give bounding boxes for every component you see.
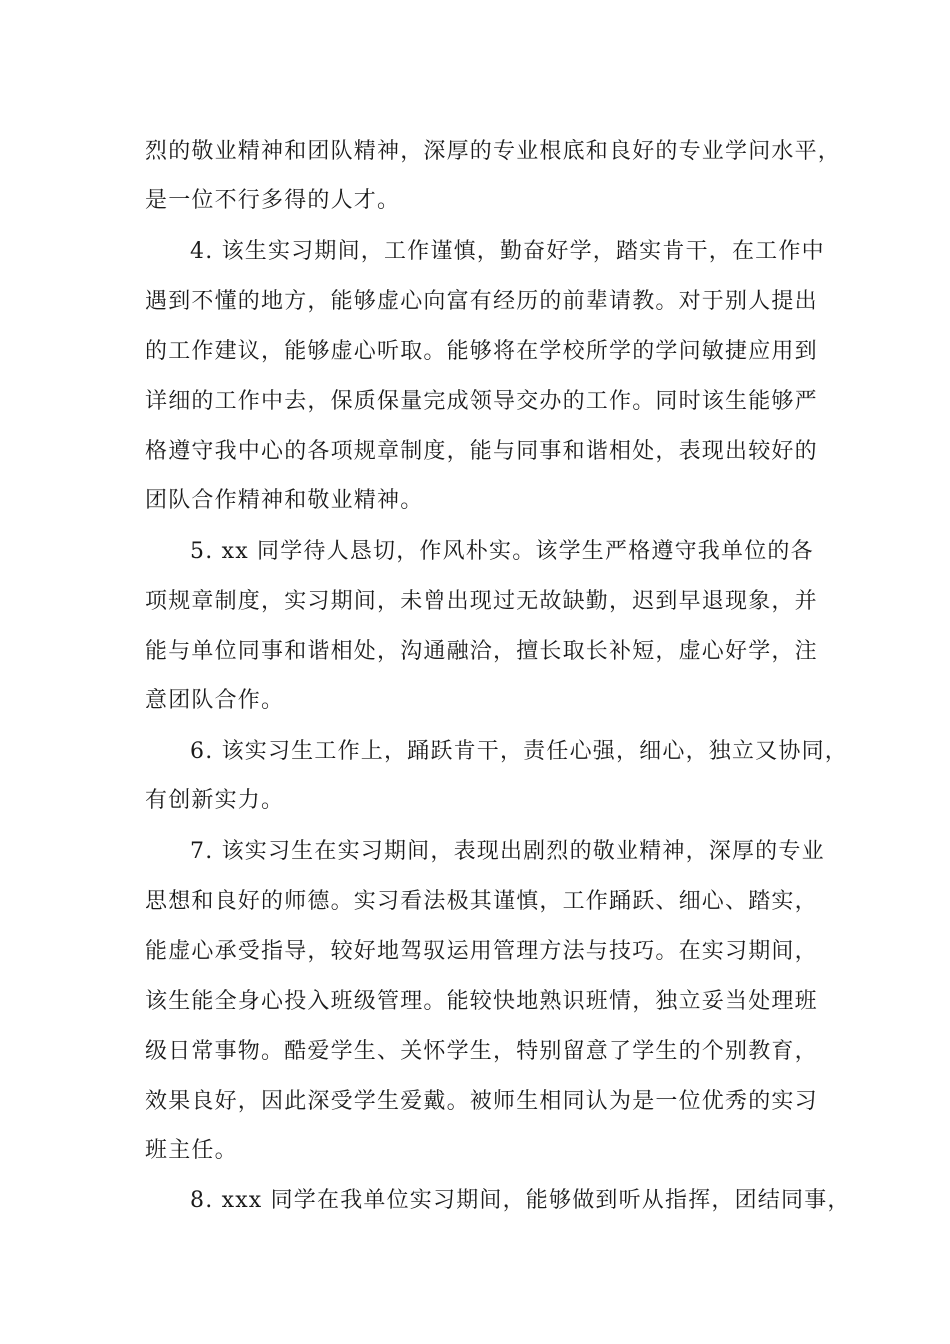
paragraph-8-first-line: 8. xxx 同学在我单位实习期间，能够做到听从指挥，团结同事， xyxy=(190,1188,851,1213)
text-line: 项规章制度，实习期间，未曾出现过无故缺勤，迟到早退现象，并 xyxy=(145,589,818,614)
text-line: 意团队合作。 xyxy=(145,688,285,713)
text-line: 能虚心承受指导，较好地驾驭运用管理方法与技巧。在实习期间， xyxy=(145,939,818,964)
text-line: 是一位不行多得的人才。 xyxy=(145,188,401,213)
text-line: 遇到不懂的地方，能够虚心向富有经历的前辈请教。对于别人提出 xyxy=(145,289,818,314)
text-line: 详细的工作中去，保质保量完成领导交办的工作。同时该生能够严 xyxy=(145,389,818,414)
text-line: 有创新实力。 xyxy=(145,788,285,813)
text-line: 能与单位同事和谐相处，沟通融洽，擅长取长补短，虚心好学，注 xyxy=(145,639,818,664)
paragraph-6-first-line: 6. 该实习生工作上，踊跃肯干，责任心强，细心，独立又协同， xyxy=(190,739,848,764)
paragraph-4-first-line: 4. 该生实习期间，工作谨慎，勤奋好学，踏实肯干，在工作中 xyxy=(190,239,825,264)
text-line: 烈的敬业精神和团队精神，深厚的专业根底和良好的专业学问水平， xyxy=(145,139,842,164)
paragraph-7-first-line: 7. 该实习生在实习期间，表现出剧烈的敬业精神，深厚的专业 xyxy=(190,839,825,864)
text-line: 该生能全身心投入班级管理。能较快地熟识班情，独立妥当处理班 xyxy=(145,989,818,1014)
text-line: 级日常事物。酷爱学生、关怀学生，特别留意了学生的个别教育， xyxy=(145,1039,818,1064)
text-line: 班主任。 xyxy=(145,1138,238,1163)
text-line: 思想和良好的师德。实习看法极其谨慎，工作踊跃、细心、踏实， xyxy=(145,889,818,914)
text-line: 团队合作精神和敬业精神。 xyxy=(145,488,424,513)
text-line: 的工作建议，能够虚心听取。能够将在学校所学的学问敏捷应用到 xyxy=(145,339,818,364)
paragraph-5-first-line: 5. xx 同学待人恳切，作风朴实。该学生严格遵守我单位的各 xyxy=(190,539,814,564)
text-line: 格遵守我中心的各项规章制度，能与同事和谐相处，表现出较好的 xyxy=(145,439,818,464)
text-line: 效果良好，因此深受学生爱戴。被师生相同认为是一位优秀的实习 xyxy=(145,1089,818,1114)
